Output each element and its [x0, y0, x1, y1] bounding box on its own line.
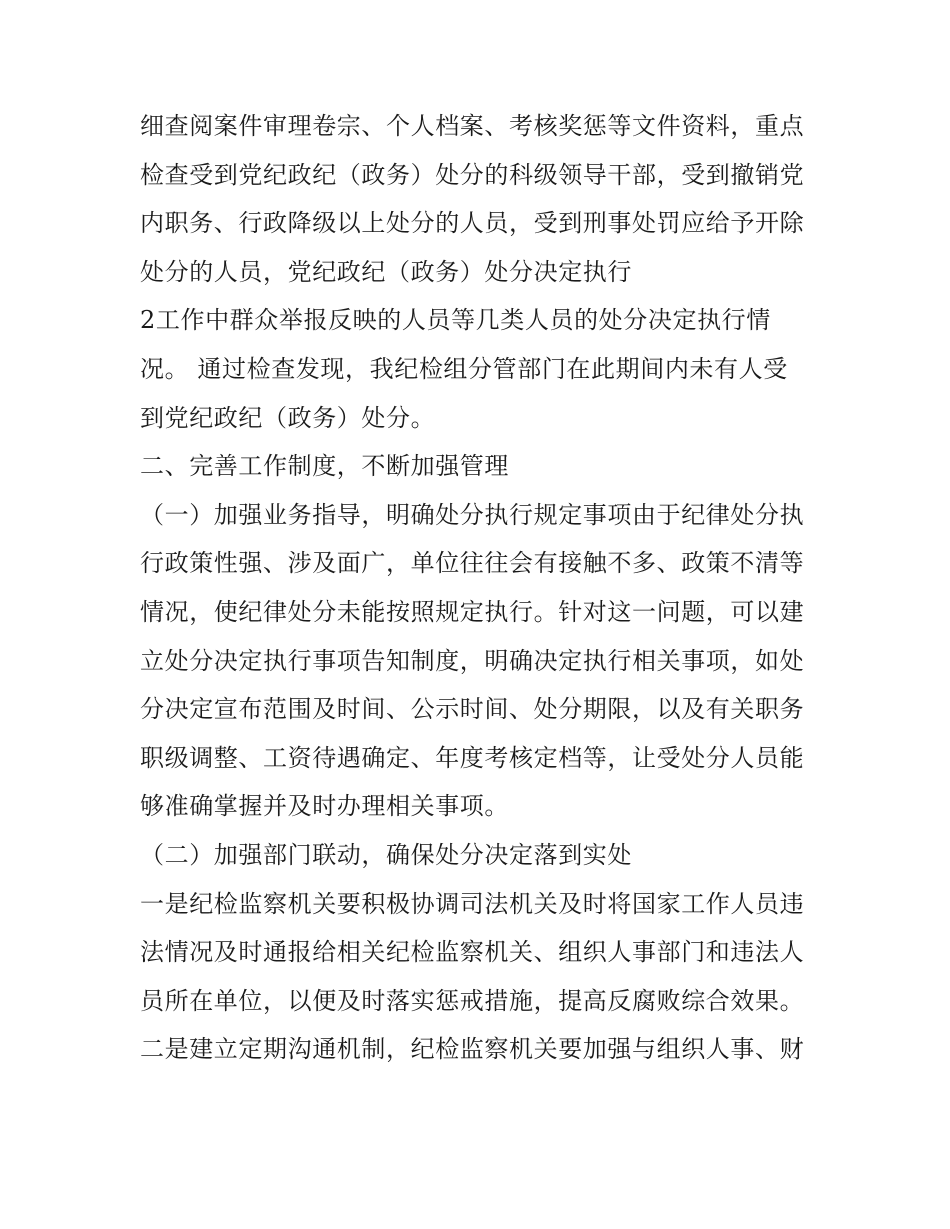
text-line: 立处分决定执行事项告知制度，明确决定执行相关事项，如处 — [140, 646, 805, 675]
text-line: 分决定宣布范围及时间、公示时间、处分期限，以及有关职务 — [140, 695, 805, 724]
text-line: 二是建立定期沟通机制，纪检监察机关要加强与组织人事、财 — [140, 1035, 805, 1064]
text-line: 行政策性强、涉及面广，单位往往会有接触不多、政策不清等 — [140, 549, 805, 578]
text-line: 情况，使纪律处分未能按照规定执行。针对这一问题，可以建 — [140, 597, 805, 626]
text-line: 员所在单位，以便及时落实惩戒措施，提高反腐败综合效果。 — [140, 986, 805, 1015]
text-line: 处分的人员，党纪政纪（政务）处分决定执行 — [140, 257, 632, 286]
subsection-heading: （一）加强业务指导，明确处分执行规定事项由于纪律处分执 — [140, 500, 805, 529]
text-line: 2工作中群众举报反映的人员等几类人员的处分决定执行情 — [140, 306, 771, 335]
document-body — [140, 102, 820, 1074]
text-line: 细查阅案件审理卷宗、个人档案、考核奖惩等文件资料，重点 — [140, 112, 805, 140]
text-line: 况。 通过检查发现，我纪检组分管部门在此期间内未有人受 — [140, 354, 788, 383]
section-heading: 二、完善工作制度，不断加强管理 — [140, 452, 509, 481]
text-line: 一是纪检监察机关要积极协调司法机关及时将国家工作人员违 — [140, 889, 805, 918]
subsection-heading: （二）加强部门联动，确保处分决定落到实处 — [140, 840, 632, 869]
text-line: 内职务、行政降级以上处分的人员，受到刑事处罚应给予开除 — [140, 209, 805, 238]
text-line: 到党纪政纪（政务）处分。 — [140, 403, 436, 432]
text-line: 检查受到党纪政纪（政务）处分的科级领导干部，受到撤销党 — [140, 160, 805, 189]
text-line: 法情况及时通报给相关纪检监察机关、组织人事部门和违法人 — [140, 938, 805, 967]
text-line: 够准确掌握并及时办理相关事项。 — [140, 792, 509, 821]
text-line: 职级调整、工资待遇确定、年度考核定档等，让受处分人员能 — [140, 743, 805, 772]
